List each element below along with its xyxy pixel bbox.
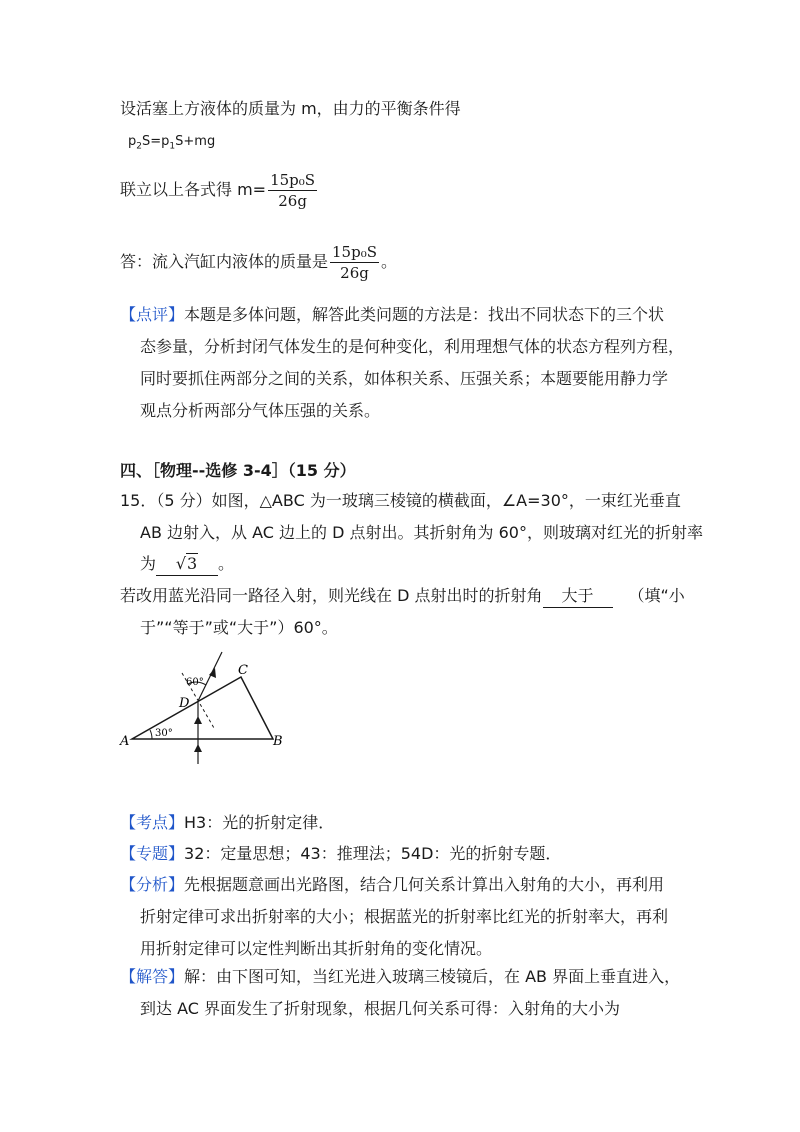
prism-figure [118, 648, 298, 768]
fenxi-text: 先根据题意画出光路图，结合几何关系计算出入射角的大小，再利用 [184, 875, 665, 894]
arrow-icon [194, 744, 202, 752]
eq-p: p [128, 134, 137, 149]
fraction-denominator: 26g [340, 264, 369, 282]
equation-pressure [128, 131, 215, 158]
question-suffix: 。 [218, 554, 235, 573]
mass-fraction [268, 170, 317, 211]
angle-arc-a [150, 730, 152, 739]
fenxi-tag: 【分析】 [120, 875, 185, 894]
angle-label-60: 60° [186, 677, 204, 688]
question-prefix: 为 [140, 554, 157, 573]
question-line-5: 于”“等于”或“大于”）60°。 [140, 618, 338, 637]
fraction-numerator: 15p₀S [270, 171, 316, 189]
equilibrium-text: 设活塞上方液体的质量为 m，由力的平衡条件得 [120, 99, 461, 118]
kaodian-text: H3：光的折射定律． [184, 813, 335, 832]
zhuanti-text: 32：定量思想；43：推理法；54D：光的折射专题． [184, 844, 562, 863]
review-line-3: 同时要抓住两部分之间的关系，如体积关系、压强关系；本题要能用静力学 [140, 369, 669, 388]
eq-sub: 2 [136, 141, 142, 152]
question-prefix: 若改用蓝光沿同一路径入射，则光线在 D 点射出时的折射角 [120, 586, 543, 605]
combined-result [120, 168, 319, 212]
mass-fraction [330, 242, 379, 283]
angle-label-30: 30° [155, 728, 173, 739]
fenxi-line-3: 用折射定律可以定性判断出其折射角的变化情况。 [140, 939, 493, 958]
jieda-text: 解：由下图可知，当红光进入玻璃三棱镜后，在 AB 界面上垂直进入， [184, 967, 681, 986]
kaodian-line [120, 812, 334, 834]
jieda-line-1 [120, 966, 680, 988]
fraction-numerator: 15p₀S [332, 243, 377, 261]
fenxi-line-2: 折射定律可求出折射率的大小；根据蓝光的折射率比红光的折射率大，再利 [140, 907, 669, 926]
zhuanti-tag: 【专题】 [120, 844, 185, 863]
label-b: B [273, 734, 283, 749]
review-tag: 【点评】 [120, 305, 185, 324]
label-c: C [238, 663, 248, 678]
section-heading: 四、［物理--选修 3-4］（15 分） [120, 461, 356, 480]
arrow-icon [194, 716, 202, 724]
answer-prefix: 答：流入汽缸内液体的质量是 [120, 252, 329, 271]
label-a: A [120, 734, 130, 749]
combined-prefix: 联立以上各式得 m= [120, 180, 267, 199]
label-d: D [179, 696, 190, 711]
question-line-1: 15．（5 分）如图，△ABC 为一玻璃三棱镜的横截面，∠A=30°，一束红光垂直 [120, 491, 681, 510]
zhuanti-line [120, 843, 561, 865]
question-line-4 [120, 585, 685, 608]
answer-line [120, 240, 397, 284]
answer-blank-1 [156, 553, 218, 576]
eq-mid: S=p [142, 134, 170, 149]
review-line-4: 观点分析两部分气体压强的关系。 [140, 401, 381, 420]
review-text: 本题是多体问题，解答此类问题的方法是：找出不同状态下的三个状 [184, 305, 665, 324]
kaodian-tag: 【考点】 [120, 813, 185, 832]
question-suffix: （填“小 [628, 586, 685, 605]
review-line-1 [120, 304, 664, 326]
question-line-2: AB 边射入，从 AC 边上的 D 点射出。其折射角为 60°，则玻璃对红光的折射率 [140, 523, 703, 542]
sqrt: √3 [175, 554, 198, 573]
eq-end: S+mg [175, 134, 216, 149]
jieda-tag: 【解答】 [120, 967, 185, 986]
fenxi-line-1 [120, 874, 664, 896]
question-line-3 [140, 553, 234, 576]
jieda-line-2: 到达 AC 界面发生了折射现象，根据几何关系可得：入射角的大小为 [140, 999, 621, 1018]
answer-suffix: 。 [381, 252, 398, 271]
fraction-denominator: 26g [278, 192, 307, 210]
review-line-2: 态参量，分析封闭气体发生的是何种变化，利用理想气体的状态方程列方程， [140, 337, 685, 356]
answer-blank-2: 大于 [543, 585, 613, 608]
eq-sub: 1 [169, 141, 176, 152]
radicand: 3 [187, 554, 198, 573]
